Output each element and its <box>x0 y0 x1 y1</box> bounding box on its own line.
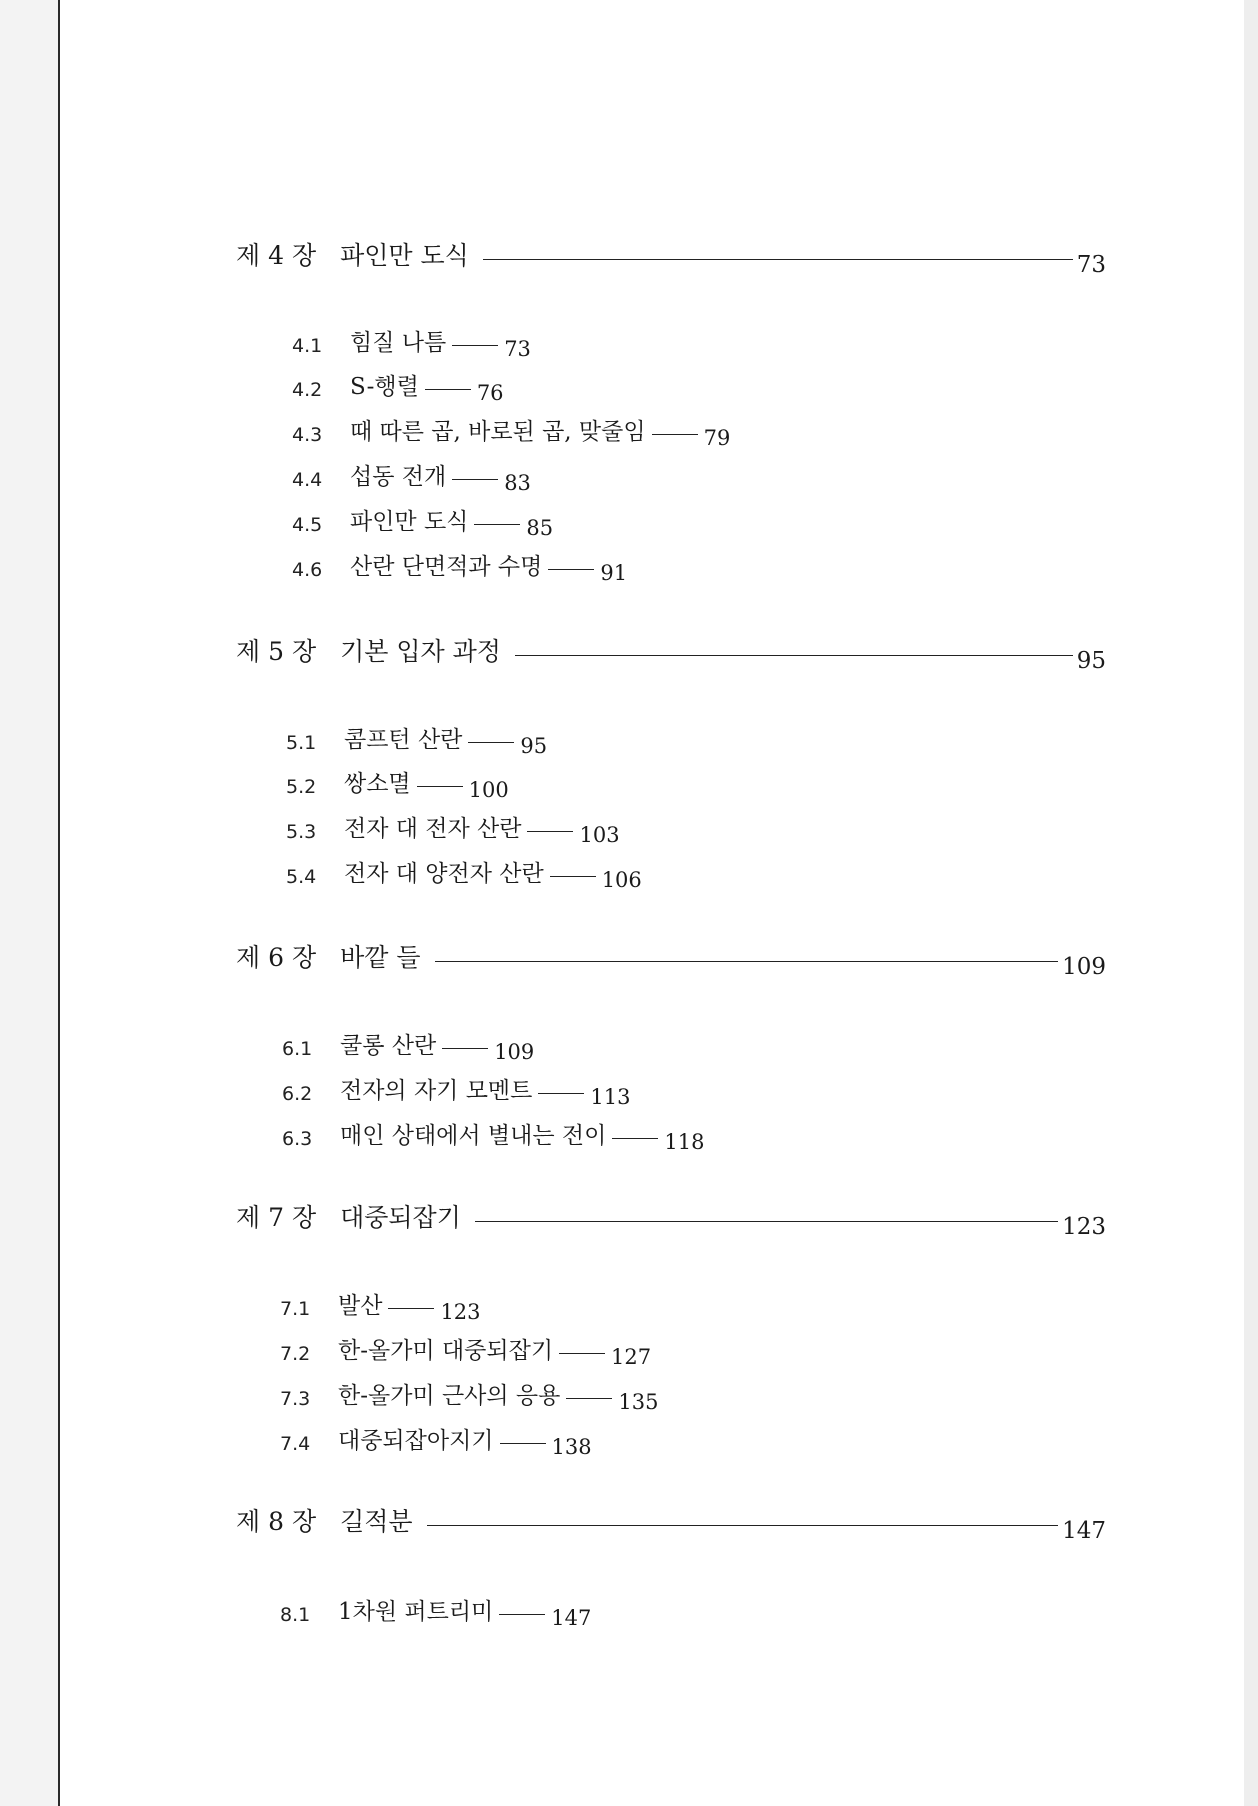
section-page-number: 95 <box>520 734 548 758</box>
toc-entry <box>280 1590 592 1630</box>
section-page-number: 135 <box>618 1390 659 1414</box>
section-page-number: 100 <box>468 778 509 802</box>
leader-line <box>483 259 1073 260</box>
chapter-heading <box>236 1498 1106 1544</box>
section-title: 산란 단면적과 수명 <box>350 554 543 580</box>
leader-dash <box>538 1093 584 1094</box>
section-number: 6.1 <box>282 1038 313 1060</box>
section-number: 6.2 <box>282 1083 313 1105</box>
section-title: 섭동 전개 <box>350 464 447 490</box>
section-title: 쌍소멸 <box>344 771 411 797</box>
toc-entry <box>286 718 548 758</box>
section-title: 때 따른 곱, 바로된 곱, 맞줄임 <box>350 419 646 445</box>
section-page-number: 103 <box>579 823 620 847</box>
leader-dash <box>652 434 698 435</box>
chapter-page-number: 73 <box>1076 252 1106 278</box>
chapter-page-number: 109 <box>1062 954 1106 980</box>
toc-entry <box>292 545 628 585</box>
toc-entry <box>286 852 642 892</box>
section-page-number: 79 <box>703 426 731 450</box>
chapter-number: 제 5 장 <box>236 637 317 666</box>
toc-entry <box>280 1419 592 1459</box>
toc-entry <box>282 1069 631 1109</box>
leader-dash <box>612 1138 658 1139</box>
toc-entry <box>280 1284 481 1324</box>
section-page-number: 83 <box>504 471 531 495</box>
section-number: 5.3 <box>286 821 317 843</box>
leader-dash <box>442 1048 488 1049</box>
leader-dash <box>388 1308 434 1309</box>
section-page-number: 118 <box>664 1130 705 1154</box>
section-page-number: 138 <box>551 1435 592 1459</box>
toc-entry <box>282 1114 705 1154</box>
chapter-number: 제 4 장 <box>236 241 317 270</box>
section-number: 5.1 <box>286 732 317 754</box>
section-number: 5.4 <box>286 866 317 888</box>
leader-dash <box>425 389 471 390</box>
section-number: 4.1 <box>292 335 323 357</box>
section-page-number: 113 <box>590 1085 631 1109</box>
leader-line <box>435 961 1059 962</box>
chapter-heading <box>236 934 1106 980</box>
leader-dash <box>548 569 594 570</box>
section-number: 7.2 <box>280 1343 311 1365</box>
section-number: 8.1 <box>280 1604 311 1626</box>
leader-dash <box>566 1398 612 1399</box>
section-title: 쿨롱 산란 <box>340 1033 437 1059</box>
section-number: 7.1 <box>280 1298 311 1320</box>
toc-entry <box>292 500 554 540</box>
section-title: 한-올가미 근사의 응용 <box>338 1383 561 1409</box>
chapter-8 <box>60 1507 1246 1544</box>
section-title: 전자 대 전자 산란 <box>344 816 522 842</box>
chapter-title: 파인만 도식 <box>340 241 469 270</box>
chapter-title: 바깥 들 <box>340 943 421 972</box>
section-number: 6.3 <box>282 1128 313 1150</box>
leader-line <box>427 1525 1059 1526</box>
chapter-number: 제 8 장 <box>236 1507 317 1536</box>
chapter-title: 길적분 <box>340 1507 413 1536</box>
section-number: 4.2 <box>292 379 323 401</box>
chapter-heading <box>236 232 1106 278</box>
chapter-heading <box>236 628 1106 674</box>
chapter-4 <box>60 241 1246 278</box>
toc-entry <box>280 1329 652 1369</box>
toc-entry <box>282 1024 535 1064</box>
section-title: S-행렬 <box>350 374 419 400</box>
leader-dash <box>468 742 514 743</box>
section-page-number: 85 <box>526 516 554 540</box>
section-title: 1차원 퍼트리미 <box>338 1599 494 1625</box>
scan-margin <box>0 0 58 1806</box>
chapter-7 <box>60 1203 1246 1240</box>
leader-dash <box>527 831 573 832</box>
toc-entry <box>292 455 531 495</box>
section-page-number: 76 <box>476 381 504 405</box>
section-number: 4.5 <box>292 514 323 536</box>
leader-dash <box>559 1353 605 1354</box>
chapter-number: 제 7 장 <box>236 1203 317 1232</box>
section-number: 5.2 <box>286 776 317 798</box>
chapter-page-number: 95 <box>1076 648 1106 674</box>
leader-dash <box>417 786 463 787</box>
leader-dash <box>500 1443 546 1444</box>
leader-dash <box>499 1614 545 1615</box>
section-number: 4.6 <box>292 559 323 581</box>
leader-line <box>515 655 1073 656</box>
section-page-number: 91 <box>600 561 628 585</box>
chapter-number: 제 6 장 <box>236 943 317 972</box>
toc-entry <box>292 365 504 405</box>
section-title: 파인만 도식 <box>350 509 469 535</box>
chapter-page-number: 147 <box>1062 1518 1106 1544</box>
section-number: 4.4 <box>292 469 323 491</box>
section-title: 매인 상태에서 별내는 전이 <box>340 1123 607 1149</box>
chapter-5 <box>60 637 1246 674</box>
chapter-title: 기본 입자 과정 <box>340 637 501 666</box>
section-title: 한-올가미 대중되잡기 <box>338 1338 554 1364</box>
section-number: 7.3 <box>280 1388 311 1410</box>
toc-page <box>58 0 1244 1806</box>
section-title: 발산 <box>338 1293 383 1319</box>
section-page-number: 73 <box>504 337 531 361</box>
toc-entry <box>286 807 620 847</box>
toc-entry <box>292 410 731 450</box>
chapter-page-number: 123 <box>1062 1214 1106 1240</box>
toc-entry <box>292 321 531 361</box>
section-page-number: 147 <box>551 1606 592 1630</box>
leader-dash <box>452 479 498 480</box>
section-page-number: 127 <box>611 1345 652 1369</box>
leader-dash <box>474 524 520 525</box>
chapter-title: 대중되잡기 <box>340 1203 461 1232</box>
section-title: 힘질 나틈 <box>350 330 447 356</box>
leader-line <box>475 1221 1058 1222</box>
chapter-heading <box>236 1194 1106 1240</box>
leader-dash <box>550 876 596 877</box>
section-title: 대중되잡아지기 <box>338 1428 494 1454</box>
section-number: 7.4 <box>280 1433 311 1455</box>
toc-entry <box>280 1374 659 1414</box>
section-title: 전자 대 양전자 산란 <box>344 861 544 887</box>
section-title: 전자의 자기 모멘트 <box>340 1078 533 1104</box>
section-page-number: 109 <box>494 1040 535 1064</box>
section-page-number: 106 <box>601 868 642 892</box>
leader-dash <box>452 345 498 346</box>
section-number: 4.3 <box>292 424 323 446</box>
chapter-6 <box>60 943 1246 980</box>
section-title: 콤프턴 산란 <box>344 727 463 753</box>
section-page-number: 123 <box>440 1300 481 1324</box>
toc-entry <box>286 762 509 802</box>
